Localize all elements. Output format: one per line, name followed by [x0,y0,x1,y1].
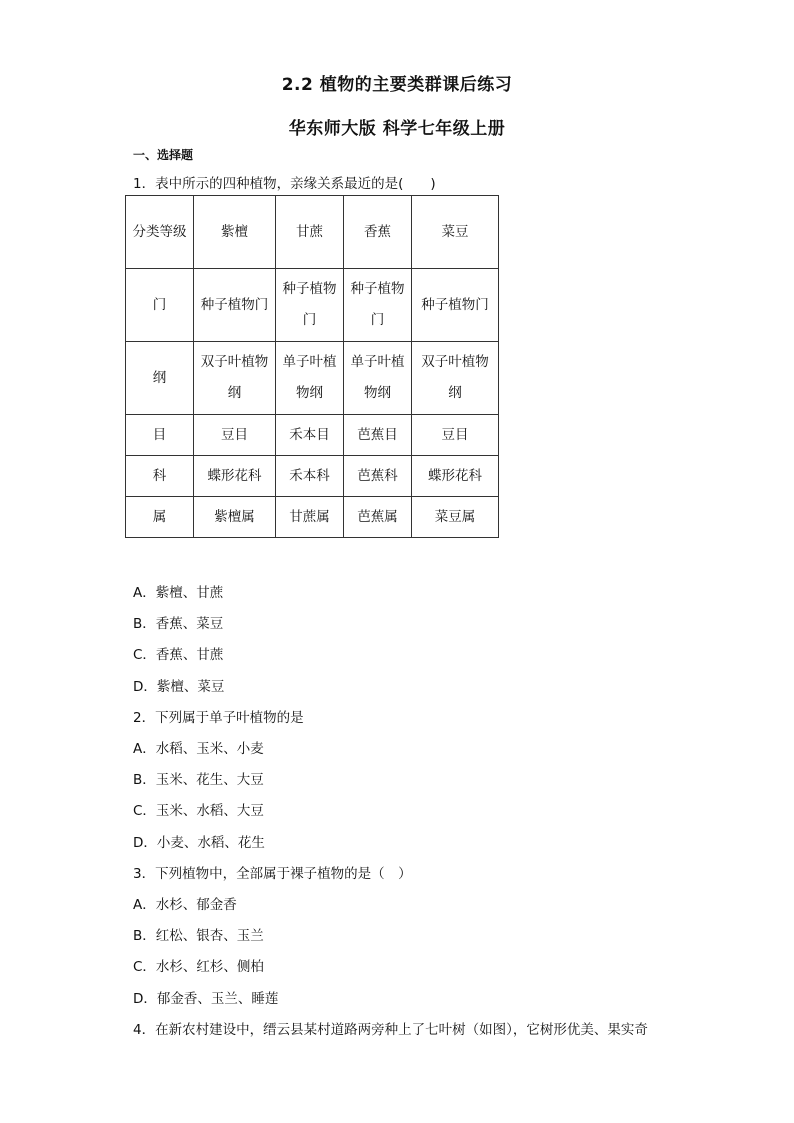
table-row [126,456,499,497]
table-cell: 种子植物门 [412,269,499,342]
table-cell: 菜豆属 [412,497,499,538]
classification-table [125,195,499,538]
table-cell: 芭蕉科 [344,456,412,497]
page-subtitle: 华东师大版 科学七年级上册 [288,119,506,139]
table-cell: 目 [126,415,194,456]
question-1-option-b: B．香蕉、菜豆 [133,616,224,632]
question-1-option-d: D．紫檀、菜豆 [133,679,225,695]
table-cell: 纲 [126,342,194,415]
table-row [126,342,499,415]
table-cell: 紫檀属 [194,497,276,538]
table-header-cell: 分类等级 [126,196,194,269]
question-2-option-d: D．小麦、水稻、花生 [133,835,265,851]
table-header-row [126,196,499,269]
question-2-stem: 2．下列属于单子叶植物的是 [133,710,304,726]
table-cell: 属 [126,497,194,538]
question-3-option-b: B．红松、银杏、玉兰 [133,928,264,944]
table-header-cell: 紫檀 [194,196,276,269]
section-heading: 一、选择题 [133,148,194,162]
question-1-option-c: C．香蕉、甘蔗 [133,647,224,663]
table-cell: 种子植物门 [194,269,276,342]
table-cell: 芭蕉目 [344,415,412,456]
table-header-cell: 甘蔗 [276,196,344,269]
question-4-stem: 4．在新农村建设中，缙云县某村道路两旁种上了七叶树（如图），它树形优美、果实奇 [133,1022,648,1038]
table-cell: 双子叶植物纲 [412,342,499,415]
table-row [126,415,499,456]
table-header-cell: 菜豆 [412,196,499,269]
table-cell: 门 [126,269,194,342]
question-3-option-a: A．水杉、郁金香 [133,897,237,913]
question-1-option-a: A．紫檀、甘蔗 [133,585,224,601]
question-1-stem: 1．表中所示的四种植物，亲缘关系最近的是( ) [133,176,436,192]
question-3-stem: 3．下列植物中，全部属于裸子植物的是（ ） [133,866,412,882]
table-cell: 蝶形花科 [194,456,276,497]
question-2-option-a: A．水稻、玉米、小麦 [133,741,264,757]
table-cell: 蝶形花科 [412,456,499,497]
table-row [126,497,499,538]
question-2-option-b: B．玉米、花生、大豆 [133,772,264,788]
table-cell: 科 [126,456,194,497]
table-row [126,269,499,342]
table-header-cell: 香蕉 [344,196,412,269]
table-cell: 单子叶植物纲 [344,342,412,415]
table-cell: 禾本科 [276,456,344,497]
page-title: 2.2 植物的主要类群课后练习 [281,75,513,95]
table-cell: 禾本目 [276,415,344,456]
table-cell: 芭蕉属 [344,497,412,538]
table-cell: 豆目 [412,415,499,456]
table-cell: 单子叶植物纲 [276,342,344,415]
table-cell: 种子植物门 [344,269,412,342]
table-cell: 双子叶植物纲 [194,342,276,415]
table-cell: 甘蔗属 [276,497,344,538]
table-cell: 种子植物门 [276,269,344,342]
question-2-option-c: C．玉米、水稻、大豆 [133,803,264,819]
table-cell: 豆目 [194,415,276,456]
question-3-option-c: C．水杉、红杉、侧柏 [133,959,264,975]
question-3-option-d: D．郁金香、玉兰、睡莲 [133,991,279,1007]
